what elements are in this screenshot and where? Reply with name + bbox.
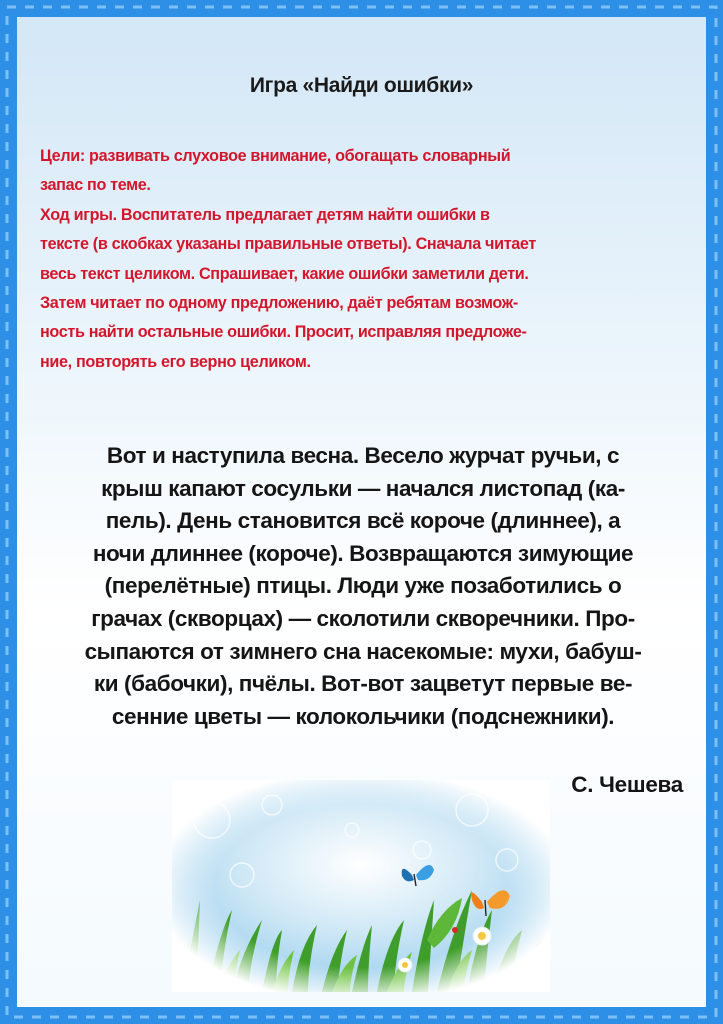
author-signature: С. Чешева: [571, 772, 683, 797]
story-line: грачах (скворцах) — сколотили скворечники. Про-: [91, 605, 635, 631]
story-line: крыш капают сосульки — начался листопад (ка-: [101, 475, 625, 501]
goals-line: ность найти остальные ошибки. Просит, исправляя предложе-: [40, 323, 527, 342]
story-line: ки (бабочки), пчёлы. Вот-вот зацветут первые ве-: [93, 671, 633, 697]
page-title: Игра «Найди ошибки»: [249, 74, 474, 97]
goals-line: запас по теме.: [40, 176, 151, 195]
story-line: Вот и наступила весна. Весело журчат ручьи, с: [106, 443, 620, 468]
goals-line: Цели: развивать слуховое внимание, обогащать словарный: [40, 147, 511, 165]
spring-meadow-illustration: [172, 780, 550, 992]
story-line: пель). День становится всё короче (длиннее), а: [105, 508, 621, 534]
story-line: (перелётные) птицы. Люди уже позаботились о: [104, 573, 622, 599]
goals-line: тексте (в скобках указаны правильные ответы). Сначала читает: [40, 235, 536, 254]
goals-instructions: [40, 142, 690, 377]
goals-line: Ход игры. Воспитатель предлагает детям найти ошибки в: [40, 205, 490, 224]
story-line: сенние цветы — колокольчики (подснежники).: [111, 703, 615, 729]
goals-line: Затем читает по одному предложению, даёт ребятам возмож-: [40, 294, 518, 313]
goals-line: ние, повторять его верно целиком.: [40, 352, 311, 371]
story-line: сыпаются от зимнего сна насекомые: мухи, бабуш-: [84, 638, 642, 664]
story-line: ночи длиннее (короче). Возвращаются зимующие: [92, 540, 634, 566]
goals-line: весь текст целиком. Спрашивает, какие ошибки заметили дети.: [40, 264, 529, 283]
story-text: [40, 440, 686, 733]
